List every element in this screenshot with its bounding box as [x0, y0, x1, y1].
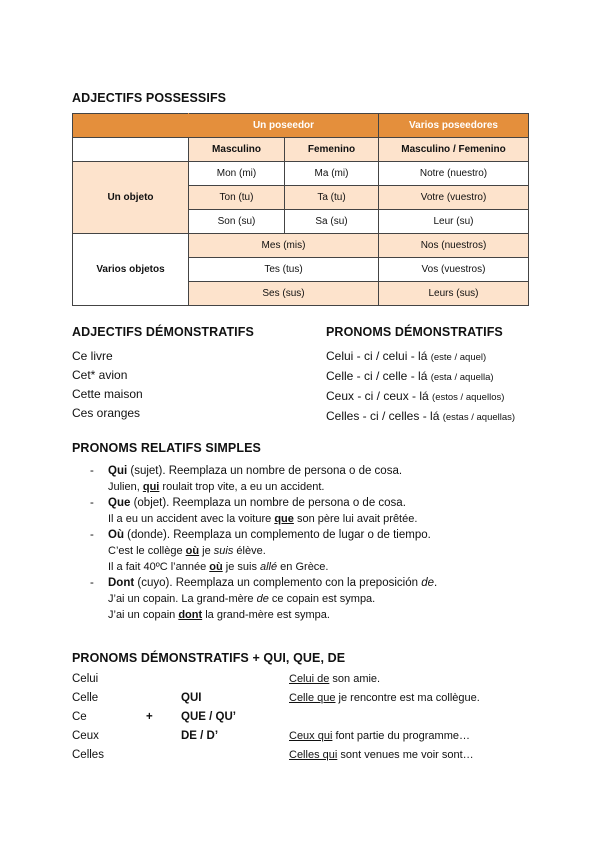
list-item: - Où (donde). Reemplaza un complemento de lugar o de tiempo. C’est le collège où je suis élève. Il a fait 40ºC l’année où je suis allé en Grèce. — [90, 529, 431, 573]
table-cell: Leurs (sus) — [379, 282, 529, 306]
table-cell: Ma (mi) — [285, 162, 379, 186]
list-item: Ce — [72, 711, 87, 723]
demo-rel-relatives — [181, 689, 236, 746]
pron-demonstratifs-list — [326, 347, 515, 427]
table-cell: Ton (tu) — [189, 186, 285, 210]
list-item: DE / D’ — [181, 730, 219, 742]
table-cell: Ses (sus) — [189, 282, 379, 306]
list-item: Celle que je rencontre est ma collègue. — [289, 692, 480, 704]
table-cell: Son (su) — [189, 210, 285, 234]
subheader-femenino: Femenino — [285, 138, 379, 162]
relatifs-list — [90, 463, 560, 623]
list-item: Celle — [72, 692, 99, 704]
adj-demonstratifs-title: ADJECTIFS DÉMONSTRATIFS — [72, 325, 254, 339]
header-empty-cell — [73, 114, 189, 138]
demo-rel-pronouns — [72, 670, 104, 765]
list-item: - Dont (cuyo). Reemplaza un complemento con la preposición de. J’ai un copain. La grand-mère de ce copain est sympa. J’ai un copain dont la grand-mère est sympa. — [90, 577, 438, 621]
list-item: QUE / QU’ — [181, 711, 236, 723]
list-item: Celles qui sont venues me voir sont… — [289, 749, 474, 761]
list-item: Celles — [72, 749, 104, 761]
subheader-masc-fem: Masculino / Femenino — [379, 138, 529, 162]
subheader-empty-cell — [73, 138, 189, 162]
list-item: Ceux - ci / ceux - lá (estos / aquellos) — [326, 389, 505, 403]
list-item: Ceux qui font partie du programme… — [289, 730, 470, 742]
header-varios-poseedores: Varios poseedores — [379, 114, 529, 138]
list-item: Cet* avion — [72, 368, 128, 382]
table-cell: Tes (tus) — [189, 258, 379, 282]
relatifs-title: PRONOMS RELATIFS SIMPLES — [72, 441, 261, 455]
list-item: Ce livre — [72, 349, 113, 363]
row-label-un-objeto: Un objeto — [73, 162, 189, 234]
subheader-masculino: Masculino — [189, 138, 285, 162]
table-cell: Vos (vuestros) — [379, 258, 529, 282]
list-item: Celles - ci / celles - lá (estas / aquellas) — [326, 409, 516, 423]
table-cell: Votre (vuestro) — [379, 186, 529, 210]
list-item: - Qui (sujet). Reemplaza un nombre de persona o de cosa. Julien, qui roulait trop vite, a eu un accident. — [90, 465, 403, 493]
demo-rel-title: PRONOMS DÉMONSTRATIFS + QUI, QUE, DE — [72, 651, 346, 665]
header-un-poseedor: Un poseedor — [189, 114, 379, 138]
table-cell: Nos (nuestros) — [379, 234, 529, 258]
list-item: Celui — [72, 673, 99, 685]
list-item: Ceux — [72, 730, 99, 742]
plus-sign: + — [146, 711, 153, 723]
demo-rel-examples — [289, 670, 480, 765]
list-item: QUI — [181, 692, 202, 704]
pron-demonstratifs-title: PRONOMS DÉMONSTRATIFS — [326, 325, 503, 339]
list-item: Ces oranges — [72, 406, 141, 420]
list-item: Celui - ci / celui - lá (este / aquel) — [326, 349, 487, 363]
table-cell: Notre (nuestro) — [379, 162, 529, 186]
table-cell: Sa (su) — [285, 210, 379, 234]
list-item: Celui de son amie. — [289, 673, 381, 685]
possessifs-title: ADJECTIFS POSSESSIFS — [72, 91, 227, 105]
list-item: Celle - ci / celle - lá (esta / aquella) — [326, 369, 494, 383]
list-item: - Que (objet). Reemplaza un nombre de persona o de cosa. Il a eu un accident avec la voiture que son père lui avait prêtée. — [90, 497, 418, 525]
row-label-varios-objetos: Varios objetos — [73, 234, 189, 306]
table-cell: Mes (mis) — [189, 234, 379, 258]
possessifs-table — [72, 113, 529, 306]
table-cell: Mon (mi) — [189, 162, 285, 186]
table-cell: Leur (su) — [379, 210, 529, 234]
list-item: Cette maison — [72, 387, 143, 401]
table-cell: Ta (tu) — [285, 186, 379, 210]
adj-demonstratifs-list — [72, 347, 143, 423]
